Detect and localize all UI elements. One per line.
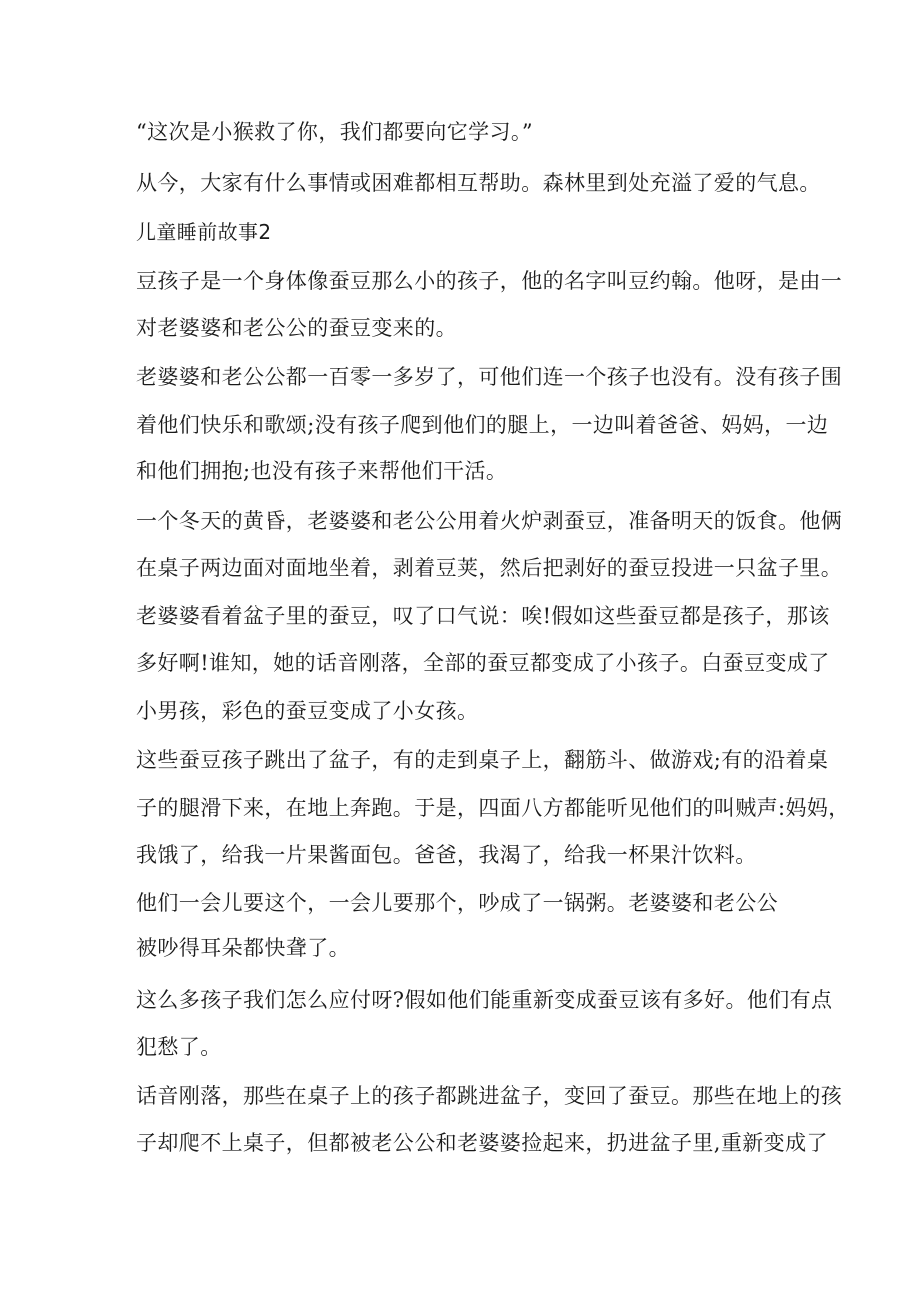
text-line: 子的腿滑下来，在地上奔跑。于是，四面八方都能听见他们的叫贼声:妈妈，: [136, 796, 850, 820]
text-line: 话音刚落，那些在桌子上的孩子都跳进盆子，变回了蚕豆。那些在地上的孩: [136, 1084, 843, 1108]
text-line: 对老婆婆和老公公的蚕豆变来的。: [136, 316, 457, 340]
text-line: 多好啊!谁知，她的话音刚落，全部的蚕豆都变成了小孩子。白蚕豆变成了: [136, 651, 830, 675]
text-line: 一个冬天的黄昏，老婆婆和老公公用着火炉剥蚕豆，准备明天的饭食。他俩: [136, 509, 843, 533]
text-line: 在桌子两边面对面地坐着，剥着豆荚，然后把剥好的蚕豆投进一只盆子里。: [136, 556, 843, 580]
text-line: 小男孩，彩色的蚕豆变成了小女孩。: [136, 699, 479, 723]
text-line: 我饿了，给我一片果酱面包。爸爸，我渴了，给我一杯果汁饮料。: [136, 843, 757, 867]
text-line: 老婆婆看着盆子里的蚕豆，叹了口气说：唉!假如这些蚕豆都是孩子，那该: [136, 604, 830, 628]
text-line: 他们一会儿要这个，一会儿要那个，吵成了一锅粥。老婆婆和老公公: [136, 891, 778, 915]
text-line: 从今，大家有什么事情或困难都相互帮助。森林里到处充溢了爱的气息。: [136, 171, 821, 195]
text-line: 和他们拥抱;也没有孩子来帮他们干活。: [136, 459, 508, 483]
text-line: 这些蚕豆孩子跳出了盆子，有的走到桌子上，翻筋斗、做游戏;有的沿着桌: [136, 748, 829, 772]
text-line-quote: “这次是小猴救了你，我们都要向它学习。”: [136, 120, 533, 144]
section-heading: 儿童睡前故事2: [136, 220, 272, 244]
text-line: 子却爬不上桌子，但都被老公公和老婆婆捡起来，扔进盆子里,重新变成了: [136, 1131, 828, 1155]
text-line: 豆孩子是一个身体像蚕豆那么小的孩子，他的名字叫豆约翰。他呀，是由一: [136, 269, 843, 293]
text-line: 被吵得耳朵都快聋了。: [136, 936, 350, 960]
text-line: 这么多孩子我们怎么应付呀?假如他们能重新变成蚕豆该有多好。他们有点: [136, 988, 833, 1012]
text-line: 老婆婆和老公公都一百零一多岁了，可他们连一个孩子也没有。没有孩子围: [136, 365, 843, 389]
text-line: 犯愁了。: [136, 1035, 222, 1059]
text-line: 着他们快乐和歌颂;没有孩子爬到他们的腿上，一边叫着爸爸、妈妈，一边: [136, 413, 829, 437]
